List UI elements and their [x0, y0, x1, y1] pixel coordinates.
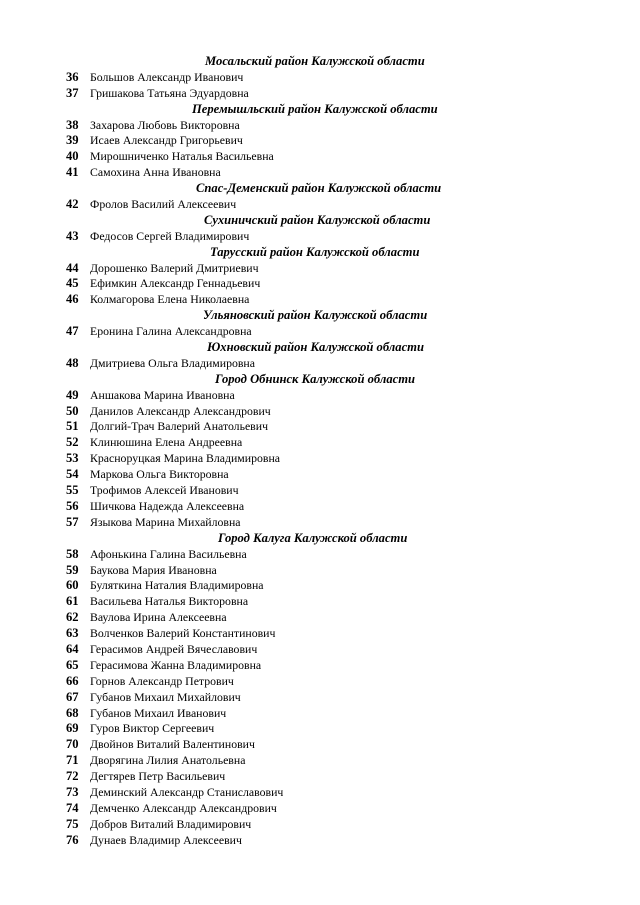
entry-name: Демченко Александр Александрович: [90, 800, 277, 815]
list-item: [0, 324, 640, 340]
entry-name: Буляткина Наталия Владимировна: [90, 578, 264, 593]
entry-number: 61: [66, 594, 79, 609]
list-item: [0, 785, 640, 801]
entry-name: Двойнов Виталий Валентинович: [90, 737, 255, 752]
entry-number: 70: [66, 737, 79, 752]
section-heading: [0, 531, 640, 547]
entry-name: Волченков Валерий Константинович: [90, 626, 276, 641]
list-item: [0, 547, 640, 563]
list-item: [0, 451, 640, 467]
list-item: [0, 419, 640, 435]
entry-name: Мирошниченко Наталья Васильевна: [90, 149, 274, 164]
entry-number: 63: [66, 626, 79, 641]
list-item: [0, 276, 640, 292]
entry-name: Большов Александр Иванович: [90, 69, 244, 84]
entry-name: Васильева Наталья Викторовна: [90, 594, 249, 609]
entry-number: 71: [66, 753, 79, 768]
list-item: [0, 706, 640, 722]
list-item: [0, 578, 640, 594]
list-item: [0, 753, 640, 769]
section-heading: [0, 245, 640, 261]
entry-number: 69: [66, 721, 79, 736]
list-item: [0, 594, 640, 610]
entry-number: 36: [66, 69, 79, 84]
list-item: [0, 118, 640, 134]
entry-number: 67: [66, 689, 79, 704]
section-title: Тарусский район Калужской области: [210, 244, 420, 259]
list-item: [0, 642, 640, 658]
entry-number: 41: [66, 165, 79, 180]
entry-name: Захарова Любовь Викторовна: [90, 117, 240, 132]
entry-name: Трофимов Алексей Иванович: [90, 483, 239, 498]
entry-number: 59: [66, 562, 79, 577]
entry-name: Клинюшина Елена Андреевна: [90, 435, 243, 450]
list-item: [0, 817, 640, 833]
entry-name: Фролов Василий Алексеевич: [90, 197, 237, 212]
entry-number: 47: [66, 324, 79, 339]
section-heading: [0, 54, 640, 70]
section-title: Город Калуга Калужской области: [218, 530, 408, 545]
entry-name: Губанов Михаил Иванович: [90, 705, 227, 720]
entry-number: 76: [66, 832, 79, 847]
entry-number: 62: [66, 610, 79, 625]
entry-number: 58: [66, 546, 79, 561]
entry-number: 51: [66, 419, 79, 434]
entry-name: Губанов Михаил Михайлович: [90, 689, 241, 704]
list-item: [0, 658, 640, 674]
entry-number: 74: [66, 800, 79, 815]
entry-name: Дворягина Лилия Анатольевна: [90, 753, 246, 768]
entry-name: Дегтярев Петр Васильевич: [90, 769, 226, 784]
entry-number: 64: [66, 641, 79, 656]
list-item: [0, 261, 640, 277]
list-item: [0, 197, 640, 213]
entry-name: Ваулова Ирина Алексеевна: [90, 610, 227, 625]
entry-number: 40: [66, 149, 79, 164]
section-title: Юхновский район Калужской области: [207, 340, 424, 355]
list-item: [0, 388, 640, 404]
entry-number: 46: [66, 292, 79, 307]
entry-number: 72: [66, 769, 79, 784]
document-page: [0, 54, 640, 849]
entry-number: 75: [66, 816, 79, 831]
list-item: [0, 292, 640, 308]
entry-name: Афонькина Галина Васильевна: [90, 546, 247, 561]
entry-name: Федосов Сергей Владимирович: [90, 228, 250, 243]
entry-number: 52: [66, 435, 79, 450]
entry-name: Языкова Марина Михайловна: [90, 514, 241, 529]
list-item: [0, 769, 640, 785]
entry-number: 65: [66, 657, 79, 672]
section-title: Ульяновский район Калужской области: [203, 308, 428, 323]
entry-name: Дунаев Владимир Алексеевич: [90, 832, 242, 847]
list-item: [0, 563, 640, 579]
entry-number: 42: [66, 197, 79, 212]
entry-name: Шичкова Надежда Алексеевна: [90, 498, 245, 513]
list-item: [0, 833, 640, 849]
entry-number: 53: [66, 451, 79, 466]
section-heading: [0, 102, 640, 118]
entry-number: 66: [66, 673, 79, 688]
entry-name: Гуров Виктор Сергеевич: [90, 721, 215, 736]
list-item: [0, 435, 640, 451]
entry-number: 57: [66, 514, 79, 529]
list-item: [0, 133, 640, 149]
entry-number: 38: [66, 117, 79, 132]
entry-name: Исаев Александр Григорьевич: [90, 133, 243, 148]
entry-name: Аншакова Марина Ивановна: [90, 387, 235, 402]
list-item: [0, 356, 640, 372]
section-heading: [0, 213, 640, 229]
list-item: [0, 626, 640, 642]
entry-number: 73: [66, 784, 79, 799]
list-item: [0, 610, 640, 626]
entry-number: 50: [66, 403, 79, 418]
section-heading: [0, 340, 640, 356]
entry-name: Добров Виталий Владимирович: [90, 816, 252, 831]
entry-name: Дорошенко Валерий Дмитриевич: [90, 260, 259, 275]
entry-number: 54: [66, 467, 79, 482]
entry-name: Краснoруцкая Марина Владимировна: [90, 451, 281, 466]
section-heading: [0, 308, 640, 324]
list-item: [0, 483, 640, 499]
section-heading: [0, 181, 640, 197]
list-item: [0, 690, 640, 706]
list-item: [0, 737, 640, 753]
entry-number: 68: [66, 705, 79, 720]
entry-number: 45: [66, 276, 79, 291]
list-item: [0, 499, 640, 515]
entry-name: Деминский Александр Станиславович: [90, 784, 284, 799]
list-item: [0, 404, 640, 420]
entry-name: Данилов Александр Александрович: [90, 403, 271, 418]
section-title: Сухиничский район Калужской области: [204, 212, 431, 227]
entry-name: Герасимов Андрей Вячеславович: [90, 641, 258, 656]
entry-number: 37: [66, 85, 79, 100]
section-heading: [0, 372, 640, 388]
entry-name: Еронина Галина Александровна: [90, 324, 252, 339]
entry-number: 48: [66, 355, 79, 370]
entry-number: 49: [66, 387, 79, 402]
entry-number: 60: [66, 578, 79, 593]
list-item: [0, 674, 640, 690]
list-item: [0, 721, 640, 737]
entry-name: Самохина Анна Ивановна: [90, 165, 221, 180]
list-item: [0, 801, 640, 817]
section-title: Мосальский район Калужской области: [205, 54, 425, 68]
section-title: Город Обнинск Калужской области: [215, 371, 416, 386]
entry-number: 55: [66, 483, 79, 498]
entry-name: Маркова Ольга Викторовна: [90, 467, 229, 482]
list-item: [0, 515, 640, 531]
section-title: Перемышльский район Калужской области: [192, 101, 438, 116]
list-item: [0, 467, 640, 483]
list-item: [0, 229, 640, 245]
entry-name: Гришакова Татьяна Эдуардовна: [90, 85, 249, 100]
list-item: [0, 149, 640, 165]
entry-number: 56: [66, 498, 79, 513]
entry-name: Дмитриева Ольга Владимировна: [90, 355, 255, 370]
entry-number: 43: [66, 228, 79, 243]
list-item: [0, 165, 640, 181]
entry-name: Горнов Александр Петрович: [90, 673, 234, 688]
section-title: Спас-Деменский район Калужской области: [196, 181, 442, 196]
entry-name: Долгий-Трач Валерий Анатольевич: [90, 419, 269, 434]
list-item: [0, 70, 640, 86]
entry-number: 44: [66, 260, 79, 275]
entry-name: Герасимова Жанна Владимировна: [90, 657, 262, 672]
entry-name: Колмагорова Елена Николаевна: [90, 292, 250, 307]
entry-name: Ефимкин Александр Геннадьевич: [90, 276, 261, 291]
list-item: [0, 86, 640, 102]
entry-number: 39: [66, 133, 79, 148]
entry-name: Баукова Мария Ивановна: [90, 562, 217, 577]
